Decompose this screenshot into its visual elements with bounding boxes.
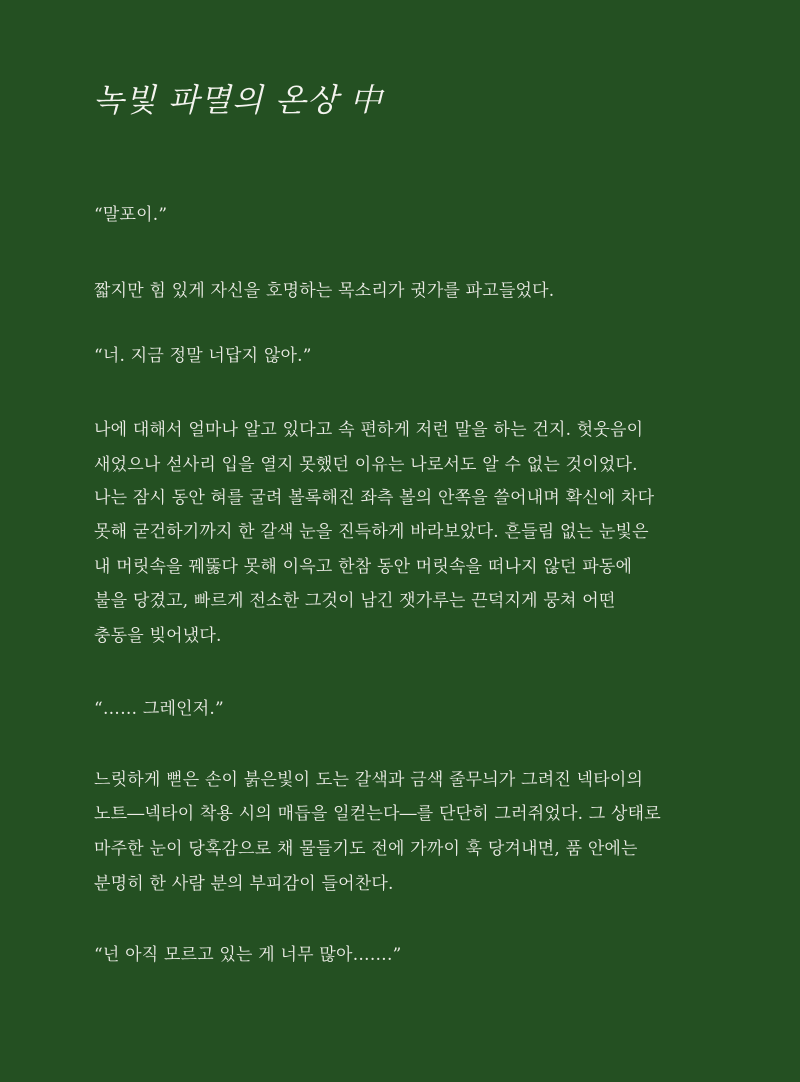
- narration-line: 노트―넥타이 착용 시의 매듭을 일컫는다―를 단단히 그러쥐었다. 그 상태로: [94, 804, 661, 824]
- document-title: 녹빛 파멸의 온상 中: [93, 81, 383, 119]
- narration-line: 짧지만 힘 있게 자신을 호명하는 목소리가 귓가를 파고들었다.: [94, 281, 555, 301]
- narration-line: 불을 당겼고, 빠르게 전소한 그것이 남긴 잿가루는 끈덕지게 뭉쳐 어떤: [94, 591, 616, 611]
- narration-line: 마주한 눈이 당혹감으로 채 물들기도 전에 가까이 훅 당겨내면, 품 안에는: [94, 839, 638, 859]
- narration-line: 느릿하게 뻗은 손이 붉은빛이 도는 갈색과 금색 줄무늬가 그려진 넥타이의: [94, 770, 644, 790]
- narration-line: 분명히 한 사람 분의 부피감이 들어찬다.: [94, 874, 394, 894]
- narration-line: 내 머릿속을 꿰뚫다 못해 이윽고 한참 동안 머릿속을 떠나지 않던 파동에: [94, 557, 633, 577]
- dialogue-line: “너. 지금 정말 너답지 않아.”: [94, 346, 312, 366]
- dialogue-line: “…… 그레인저.”: [94, 699, 224, 719]
- narration-line: 못해 굳건하기까지 한 갈색 눈을 진득하게 바라보았다. 흔들림 없는 눈빛은: [94, 522, 649, 542]
- narration-line: 충동을 빚어냈다.: [94, 626, 222, 646]
- narration-line: 나에 대해서 얼마나 알고 있다고 속 편하게 저런 말을 하는 건지. 헛웃음이: [94, 420, 644, 440]
- dialogue-line: “넌 아직 모르고 있는 게 너무 많아…….”: [94, 945, 402, 965]
- narration-line: 새었으나 섣사리 입을 열지 못했던 이유는 나로서도 알 수 없는 것이었다.: [94, 455, 638, 475]
- narration-line: 나는 잠시 동안 혀를 굴려 볼록해진 좌측 볼의 안쪽을 쓸어내며 확신에 차다: [94, 488, 655, 508]
- dialogue-line: “말포이.”: [94, 205, 168, 225]
